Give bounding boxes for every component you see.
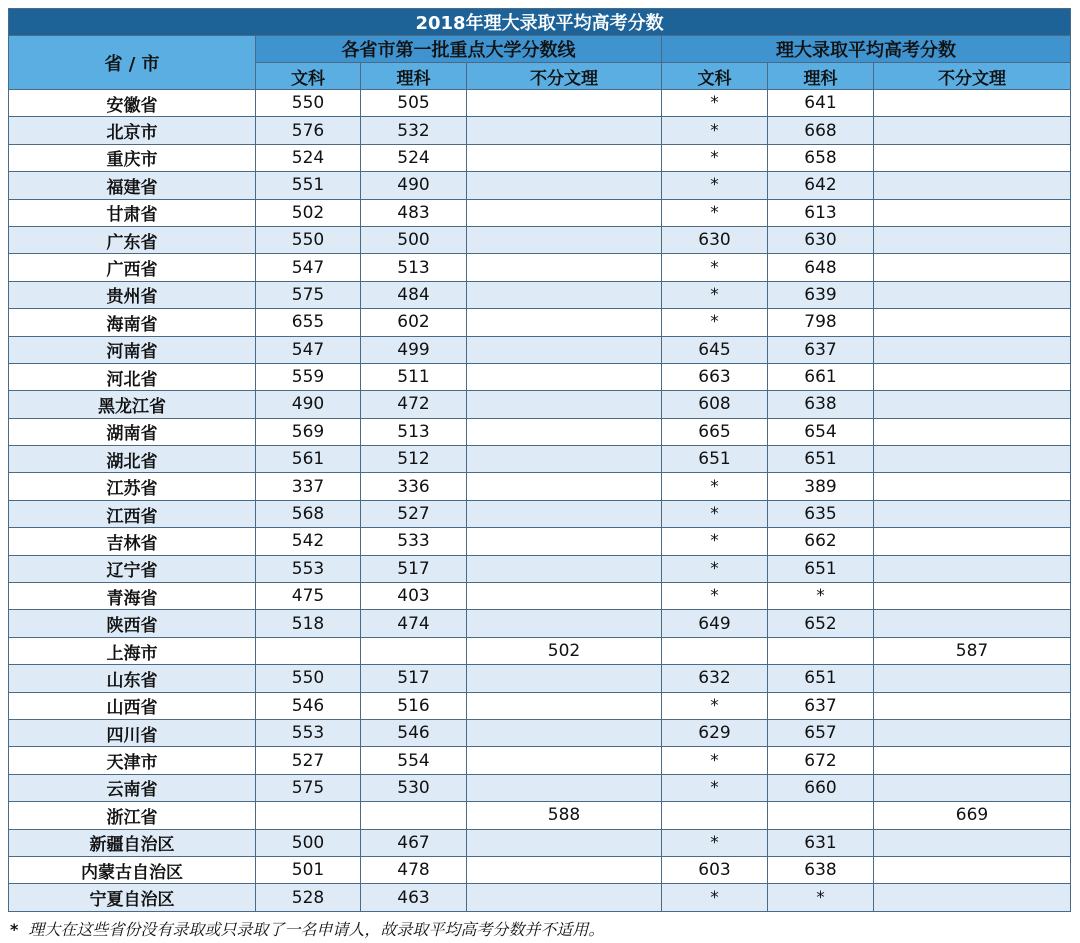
polyu-combined-cell [874, 172, 1071, 199]
cutoff-combined-cell [467, 281, 662, 308]
cutoff-combined-cell [467, 254, 662, 281]
cutoff-science-cell: 505 [361, 90, 467, 117]
footnote-star: * [10, 920, 19, 939]
polyu-combined-cell [874, 583, 1071, 610]
polyu-average-score-header: 理大录取平均高考分数 [662, 36, 1071, 63]
polyu-combined-cell [874, 884, 1071, 911]
table-row [9, 391, 1071, 418]
cutoff-arts-cell: 500 [256, 829, 361, 856]
cutoff-combined-cell [467, 199, 662, 226]
polyu-science-cell: * [768, 884, 874, 911]
polyu-combined-cell [874, 747, 1071, 774]
polyu-combined-cell [874, 665, 1071, 692]
province-cell: 江西省 [9, 500, 256, 527]
province-cell: 贵州省 [9, 281, 256, 308]
table-row [9, 226, 1071, 253]
province-cell: 海南省 [9, 309, 256, 336]
polyu-science-cell: 637 [768, 692, 874, 719]
province-cell: 内蒙古自治区 [9, 856, 256, 883]
cutoff-arts-cell: 337 [256, 473, 361, 500]
table-title: 2018年理大录取平均高考分数 [9, 9, 1071, 36]
cutoff-combined-cell: 588 [467, 802, 662, 829]
polyu-arts-cell: * [662, 117, 768, 144]
cutoff-science-cell: 533 [361, 528, 467, 555]
cutoff-arts-cell: 550 [256, 90, 361, 117]
table-body [9, 90, 1071, 912]
province-cell: 甘肃省 [9, 199, 256, 226]
admission-score-table [8, 8, 1071, 912]
table-row [9, 172, 1071, 199]
province-cell: 四川省 [9, 719, 256, 746]
cutoff-combined-cell: 502 [467, 637, 662, 664]
cutoff-combined-cell [467, 391, 662, 418]
cutoff-science-cell: 336 [361, 473, 467, 500]
table-row [9, 829, 1071, 856]
cutoff-arts-cell: 569 [256, 418, 361, 445]
province-cell: 重庆市 [9, 144, 256, 171]
polyu-science-cell: 389 [768, 473, 874, 500]
polyu-science-cell: 639 [768, 281, 874, 308]
polyu-science-cell: 662 [768, 528, 874, 555]
province-cell: 云南省 [9, 774, 256, 801]
polyu-science-cell: 631 [768, 829, 874, 856]
table-row [9, 583, 1071, 610]
table-row [9, 90, 1071, 117]
province-cell: 黑龙江省 [9, 391, 256, 418]
cutoff-arts-cell: 518 [256, 610, 361, 637]
table-row [9, 500, 1071, 527]
table-row [9, 528, 1071, 555]
polyu-arts-cell: * [662, 144, 768, 171]
polyu-combined-cell [874, 281, 1071, 308]
province-cell: 广西省 [9, 254, 256, 281]
cutoff-combined-cell [467, 856, 662, 883]
province-cell: 江苏省 [9, 473, 256, 500]
cutoff-science-cell: 554 [361, 747, 467, 774]
cutoff-science-cell: 483 [361, 199, 467, 226]
cutoff-combined-cell [467, 418, 662, 445]
polyu-arts-cell: 608 [662, 391, 768, 418]
polyu-combined-cell [874, 418, 1071, 445]
cutoff-arts-cell: 527 [256, 747, 361, 774]
polyu-science-cell [768, 802, 874, 829]
cutoff-combined-cell [467, 144, 662, 171]
province-cell: 吉林省 [9, 528, 256, 555]
cutoff-science-cell: 513 [361, 418, 467, 445]
polyu-arts-cell: * [662, 172, 768, 199]
cutoff-arts-cell: 501 [256, 856, 361, 883]
polyu-science-cell: 613 [768, 199, 874, 226]
sub-header-combined: 不分文理 [467, 63, 662, 90]
polyu-combined-cell [874, 692, 1071, 719]
polyu-combined-cell [874, 226, 1071, 253]
polyu-combined-cell [874, 829, 1071, 856]
polyu-arts-cell: * [662, 281, 768, 308]
cutoff-combined-cell [467, 583, 662, 610]
polyu-arts-cell: * [662, 473, 768, 500]
polyu-arts-cell: * [662, 884, 768, 911]
polyu-arts-cell: * [662, 747, 768, 774]
cutoff-science-cell [361, 802, 467, 829]
polyu-arts-cell: 651 [662, 446, 768, 473]
cutoff-science-cell: 467 [361, 829, 467, 856]
cutoff-combined-cell [467, 500, 662, 527]
polyu-combined-cell [874, 254, 1071, 281]
polyu-combined-cell [874, 391, 1071, 418]
table-row [9, 473, 1071, 500]
polyu-combined-cell [874, 610, 1071, 637]
polyu-arts-cell: 645 [662, 336, 768, 363]
sub-header-arts: 文科 [662, 63, 768, 90]
polyu-science-cell: * [768, 583, 874, 610]
cutoff-science-cell: 490 [361, 172, 467, 199]
table-row [9, 719, 1071, 746]
polyu-science-cell: 638 [768, 391, 874, 418]
province-cell: 宁夏自治区 [9, 884, 256, 911]
polyu-combined-cell [874, 856, 1071, 883]
cutoff-science-cell: 403 [361, 583, 467, 610]
cutoff-combined-cell [467, 555, 662, 582]
table-row [9, 665, 1071, 692]
cutoff-arts-cell: 576 [256, 117, 361, 144]
cutoff-science-cell: 500 [361, 226, 467, 253]
cutoff-science-cell: 463 [361, 884, 467, 911]
cutoff-arts-cell: 524 [256, 144, 361, 171]
cutoff-science-cell: 517 [361, 555, 467, 582]
polyu-combined-cell [874, 117, 1071, 144]
cutoff-arts-cell: 528 [256, 884, 361, 911]
cutoff-combined-cell [467, 692, 662, 719]
sub-header-arts: 文科 [256, 63, 361, 90]
cutoff-arts-cell: 575 [256, 281, 361, 308]
polyu-arts-cell: * [662, 254, 768, 281]
cutoff-science-cell: 478 [361, 856, 467, 883]
cutoff-arts-cell: 547 [256, 336, 361, 363]
polyu-science-cell: 630 [768, 226, 874, 253]
cutoff-science-cell: 484 [361, 281, 467, 308]
polyu-arts-cell: * [662, 555, 768, 582]
polyu-arts-cell: * [662, 199, 768, 226]
cutoff-arts-cell: 575 [256, 774, 361, 801]
cutoff-combined-cell [467, 829, 662, 856]
province-cell: 山东省 [9, 665, 256, 692]
table-row [9, 309, 1071, 336]
polyu-science-cell: 660 [768, 774, 874, 801]
table-row [9, 610, 1071, 637]
province-cell: 河南省 [9, 336, 256, 363]
cutoff-arts-cell: 551 [256, 172, 361, 199]
polyu-arts-cell: 630 [662, 226, 768, 253]
polyu-science-cell: 637 [768, 336, 874, 363]
cutoff-combined-cell [467, 719, 662, 746]
polyu-arts-cell: 649 [662, 610, 768, 637]
polyu-science-cell: 658 [768, 144, 874, 171]
table-row [9, 144, 1071, 171]
polyu-science-cell: 642 [768, 172, 874, 199]
footnote-text: 理大在这些省份没有录取或只录取了一名申请人，故录取平均高考分数并不适用。 [28, 920, 605, 939]
province-cell: 北京市 [9, 117, 256, 144]
polyu-arts-cell: * [662, 774, 768, 801]
table-row [9, 774, 1071, 801]
polyu-science-cell: 651 [768, 446, 874, 473]
polyu-arts-cell: 665 [662, 418, 768, 445]
polyu-arts-cell [662, 637, 768, 664]
polyu-science-cell: 648 [768, 254, 874, 281]
sub-header-combined: 不分文理 [874, 63, 1071, 90]
cutoff-combined-cell [467, 665, 662, 692]
cutoff-combined-cell [467, 90, 662, 117]
cutoff-science-cell: 513 [361, 254, 467, 281]
table-row [9, 856, 1071, 883]
cutoff-combined-cell [467, 117, 662, 144]
cutoff-science-cell: 516 [361, 692, 467, 719]
table-row [9, 418, 1071, 445]
table-row [9, 884, 1071, 911]
polyu-combined-cell [874, 528, 1071, 555]
cutoff-arts-cell: 553 [256, 555, 361, 582]
cutoff-science-cell: 532 [361, 117, 467, 144]
cutoff-science-cell: 527 [361, 500, 467, 527]
province-cell: 湖北省 [9, 446, 256, 473]
table-row [9, 281, 1071, 308]
table-row [9, 692, 1071, 719]
cutoff-arts-cell: 502 [256, 199, 361, 226]
cutoff-science-cell: 511 [361, 363, 467, 390]
polyu-combined-cell: 587 [874, 637, 1071, 664]
table-row [9, 747, 1071, 774]
table-row [9, 117, 1071, 144]
table-row [9, 336, 1071, 363]
province-cell: 安徽省 [9, 90, 256, 117]
cutoff-arts-cell: 475 [256, 583, 361, 610]
cutoff-combined-cell [467, 336, 662, 363]
cutoff-science-cell: 602 [361, 309, 467, 336]
cutoff-combined-cell [467, 610, 662, 637]
cutoff-combined-cell [467, 528, 662, 555]
cutoff-combined-cell [467, 473, 662, 500]
polyu-arts-cell: * [662, 528, 768, 555]
polyu-combined-cell [874, 500, 1071, 527]
province-cell: 上海市 [9, 637, 256, 664]
province-cell: 山西省 [9, 692, 256, 719]
polyu-arts-cell: * [662, 829, 768, 856]
polyu-arts-cell: * [662, 583, 768, 610]
cutoff-arts-cell: 559 [256, 363, 361, 390]
cutoff-arts-cell: 655 [256, 309, 361, 336]
province-cell: 陕西省 [9, 610, 256, 637]
cutoff-science-cell: 512 [361, 446, 467, 473]
cutoff-arts-cell: 553 [256, 719, 361, 746]
cutoff-science-cell: 474 [361, 610, 467, 637]
cutoff-arts-cell: 546 [256, 692, 361, 719]
table-row [9, 637, 1071, 664]
polyu-arts-cell: * [662, 500, 768, 527]
polyu-combined-cell [874, 555, 1071, 582]
polyu-arts-cell: 629 [662, 719, 768, 746]
cutoff-arts-cell: 550 [256, 226, 361, 253]
province-header: 省 / 市 [9, 36, 256, 90]
cutoff-arts-cell: 550 [256, 665, 361, 692]
polyu-combined-cell [874, 90, 1071, 117]
polyu-combined-cell: 669 [874, 802, 1071, 829]
cutoff-combined-cell [467, 226, 662, 253]
sub-header-science: 理科 [768, 63, 874, 90]
cutoff-science-cell: 472 [361, 391, 467, 418]
polyu-arts-cell: 603 [662, 856, 768, 883]
polyu-arts-cell: * [662, 692, 768, 719]
province-cell: 湖南省 [9, 418, 256, 445]
sub-header-science: 理科 [361, 63, 467, 90]
cutoff-combined-cell [467, 747, 662, 774]
cutoff-arts-cell [256, 637, 361, 664]
cutoff-arts-cell: 542 [256, 528, 361, 555]
table-row [9, 446, 1071, 473]
polyu-arts-cell: * [662, 309, 768, 336]
cutoff-combined-cell [467, 363, 662, 390]
cutoff-combined-cell [467, 884, 662, 911]
polyu-arts-cell [662, 802, 768, 829]
province-cell: 新疆自治区 [9, 829, 256, 856]
polyu-arts-cell: * [662, 90, 768, 117]
footnote [10, 917, 604, 940]
polyu-science-cell [768, 637, 874, 664]
polyu-science-cell: 657 [768, 719, 874, 746]
polyu-combined-cell [874, 309, 1071, 336]
province-cell: 天津市 [9, 747, 256, 774]
cutoff-science-cell: 499 [361, 336, 467, 363]
polyu-combined-cell [874, 446, 1071, 473]
polyu-combined-cell [874, 774, 1071, 801]
polyu-science-cell: 638 [768, 856, 874, 883]
polyu-science-cell: 672 [768, 747, 874, 774]
province-cell: 广东省 [9, 226, 256, 253]
province-cell: 辽宁省 [9, 555, 256, 582]
table-row [9, 199, 1071, 226]
cutoff-arts-cell: 490 [256, 391, 361, 418]
province-cell: 青海省 [9, 583, 256, 610]
polyu-combined-cell [874, 144, 1071, 171]
polyu-science-cell: 651 [768, 555, 874, 582]
cutoff-arts-cell: 561 [256, 446, 361, 473]
polyu-science-cell: 641 [768, 90, 874, 117]
polyu-arts-cell: 632 [662, 665, 768, 692]
polyu-arts-cell: 663 [662, 363, 768, 390]
cutoff-science-cell: 546 [361, 719, 467, 746]
cutoff-science-cell: 530 [361, 774, 467, 801]
table-row [9, 254, 1071, 281]
province-cell: 福建省 [9, 172, 256, 199]
cutoff-combined-cell [467, 446, 662, 473]
polyu-science-cell: 651 [768, 665, 874, 692]
polyu-combined-cell [874, 473, 1071, 500]
table-row [9, 555, 1071, 582]
polyu-combined-cell [874, 199, 1071, 226]
cutoff-science-cell: 524 [361, 144, 467, 171]
province-cell: 河北省 [9, 363, 256, 390]
first-tier-cutoff-header: 各省市第一批重点大学分数线 [256, 36, 662, 63]
polyu-combined-cell [874, 336, 1071, 363]
polyu-science-cell: 635 [768, 500, 874, 527]
table-row [9, 802, 1071, 829]
cutoff-science-cell [361, 637, 467, 664]
cutoff-arts-cell: 547 [256, 254, 361, 281]
polyu-science-cell: 654 [768, 418, 874, 445]
polyu-science-cell: 652 [768, 610, 874, 637]
cutoff-arts-cell [256, 802, 361, 829]
polyu-combined-cell [874, 363, 1071, 390]
cutoff-combined-cell [467, 172, 662, 199]
cutoff-combined-cell [467, 309, 662, 336]
cutoff-combined-cell [467, 774, 662, 801]
province-cell: 浙江省 [9, 802, 256, 829]
polyu-combined-cell [874, 719, 1071, 746]
polyu-science-cell: 668 [768, 117, 874, 144]
polyu-science-cell: 661 [768, 363, 874, 390]
table-row [9, 363, 1071, 390]
cutoff-science-cell: 517 [361, 665, 467, 692]
polyu-science-cell: 798 [768, 309, 874, 336]
cutoff-arts-cell: 568 [256, 500, 361, 527]
